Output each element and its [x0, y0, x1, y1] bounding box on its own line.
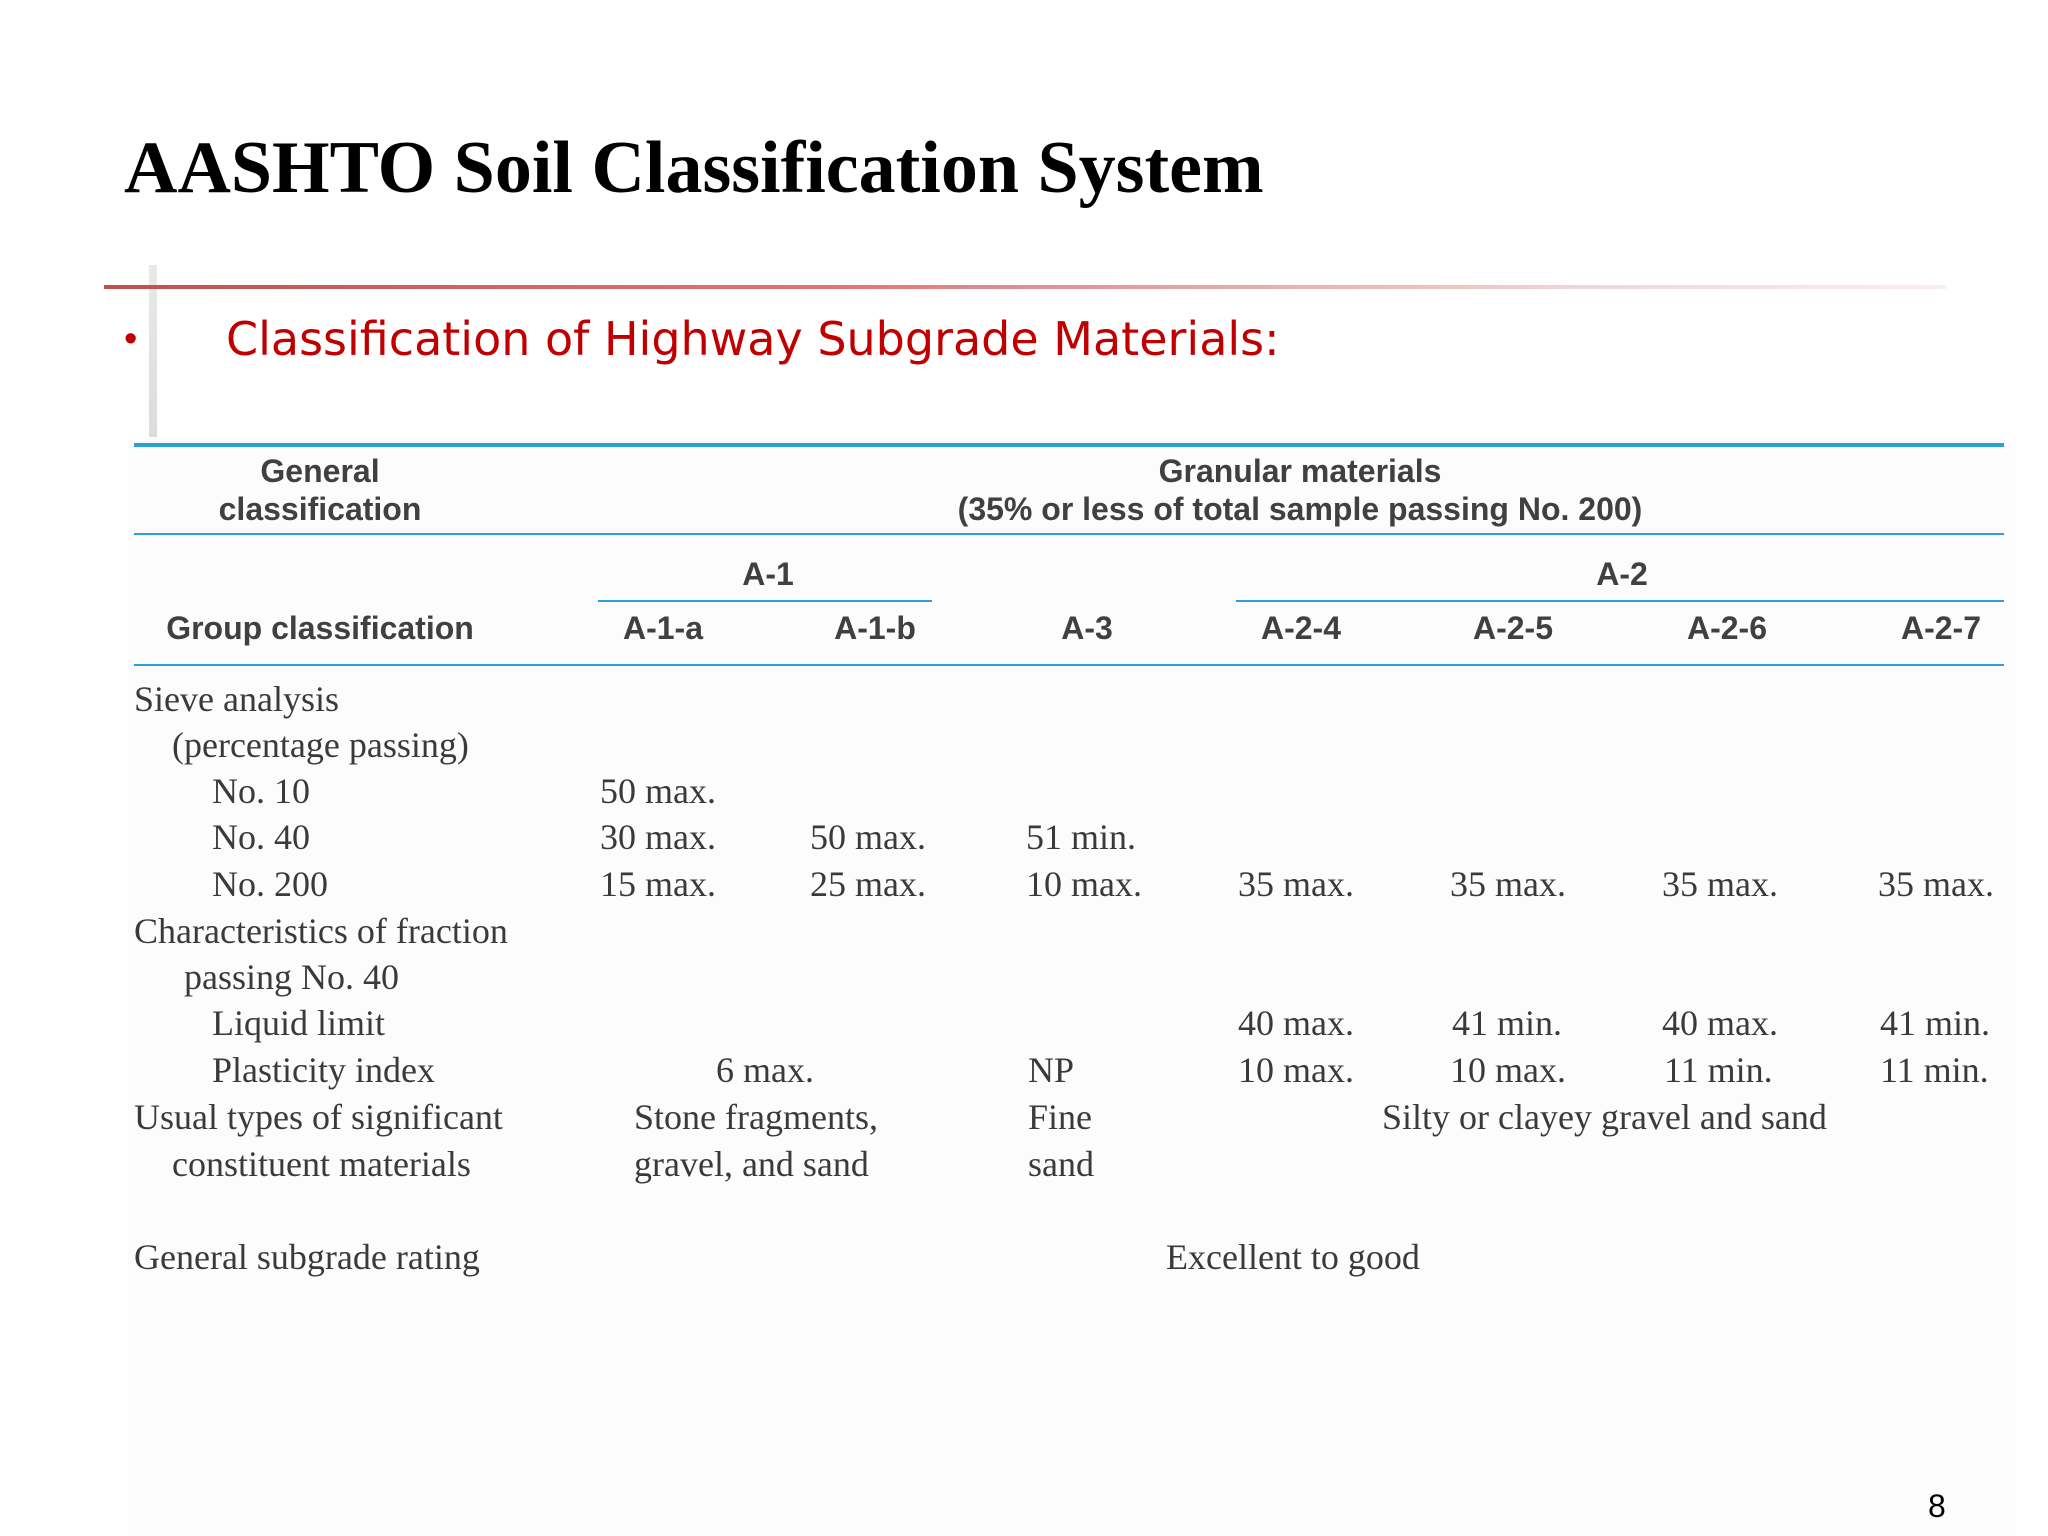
plasticity-a3: NP — [1028, 1050, 1075, 1090]
a1-underline — [598, 600, 932, 602]
percentage-passing-label: (percentage passing) — [172, 725, 469, 765]
usual-types-label: Usual types of significant — [134, 1097, 503, 1137]
header-rule — [134, 533, 2004, 535]
a2-group-label: A-2 — [1596, 556, 1648, 592]
no40-a1b: 50 max. — [810, 817, 926, 857]
a1-materials-line2: gravel, and sand — [634, 1144, 869, 1184]
liquid-a26: 40 max. — [1662, 1003, 1778, 1043]
group-rule — [134, 664, 2004, 666]
group-a-2-5: A-2-5 — [1472, 610, 1553, 646]
no200-a26: 35 max. — [1662, 864, 1778, 904]
no200-a3: 10 max. — [1026, 864, 1142, 904]
plasticity-a25: 10 max. — [1450, 1050, 1566, 1090]
general-classification-label — [160, 452, 480, 528]
header-text: classification — [218, 491, 422, 527]
subgrade-rating-value: Excellent to good — [1166, 1237, 1420, 1277]
no40-a1a: 30 max. — [600, 817, 716, 857]
a3-materials-line1: Fine — [1028, 1097, 1093, 1137]
subgrade-rating-label: General subgrade rating — [134, 1237, 480, 1277]
a1-group-label: A-1 — [742, 556, 794, 592]
no200-a1b: 25 max. — [810, 864, 926, 904]
group-a-2-6: A-2-6 — [1686, 610, 1767, 646]
liquid-a24: 40 max. — [1238, 1003, 1354, 1043]
fraction-label: Characteristics of fraction — [134, 911, 508, 951]
no40-label: No. 40 — [212, 817, 310, 857]
page-number: 8 — [1928, 1488, 1946, 1524]
fraction-passing-label: passing No. 40 — [184, 957, 399, 997]
sieve-analysis-label: Sieve analysis — [134, 679, 339, 719]
liquid-limit-label: Liquid limit — [212, 1003, 386, 1043]
liquid-a25: 41 min. — [1452, 1003, 1563, 1043]
plasticity-a1: 6 max. — [716, 1050, 814, 1090]
group-a-2-4: A-2-4 — [1260, 610, 1341, 646]
no200-label: No. 200 — [212, 864, 328, 904]
slide-title: AASHTO Soil Classification System — [124, 127, 1264, 209]
plasticity-a24: 10 max. — [1238, 1050, 1354, 1090]
header-text: Granular materials — [1158, 453, 1442, 489]
no10-label: No. 10 — [212, 771, 310, 811]
no40-a3: 51 min. — [1026, 817, 1137, 857]
no200-a25: 35 max. — [1450, 864, 1566, 904]
table-top-rule — [134, 443, 2004, 447]
granular-materials-label — [880, 452, 1720, 528]
bullet-icon: • — [124, 318, 138, 360]
no200-a24: 35 max. — [1238, 864, 1354, 904]
bullet-text: Classification of Highway Subgrade Materials: — [226, 312, 1280, 366]
header-text: (35% or less of total sample passing No. 200) — [957, 491, 1643, 527]
a2-materials: Silty or clayey gravel and sand — [1382, 1097, 1827, 1137]
no10-a1a: 50 max. — [600, 771, 716, 811]
liquid-a27: 41 min. — [1880, 1003, 1991, 1043]
group-a-1-b: A-1-b — [834, 610, 916, 646]
header-text: General — [260, 453, 380, 489]
no200-a1a: 15 max. — [600, 864, 716, 904]
group-classification-label: Group classification — [166, 610, 474, 646]
group-a-3: A-3 — [1061, 610, 1113, 646]
plasticity-index-label: Plasticity index — [212, 1050, 435, 1090]
constituent-materials-label: constituent materials — [172, 1144, 471, 1184]
no200-a27: 35 max. — [1878, 864, 1994, 904]
group-a-1-a: A-1-a — [622, 610, 703, 646]
group-a-2-7: A-2-7 — [1900, 610, 1981, 646]
plasticity-a26: 11 min. — [1664, 1050, 1773, 1090]
a1-materials-line1: Stone fragments, — [634, 1097, 878, 1137]
plasticity-a27: 11 min. — [1880, 1050, 1989, 1090]
a3-materials-line2: sand — [1028, 1144, 1094, 1184]
a2-underline — [1236, 600, 2004, 602]
